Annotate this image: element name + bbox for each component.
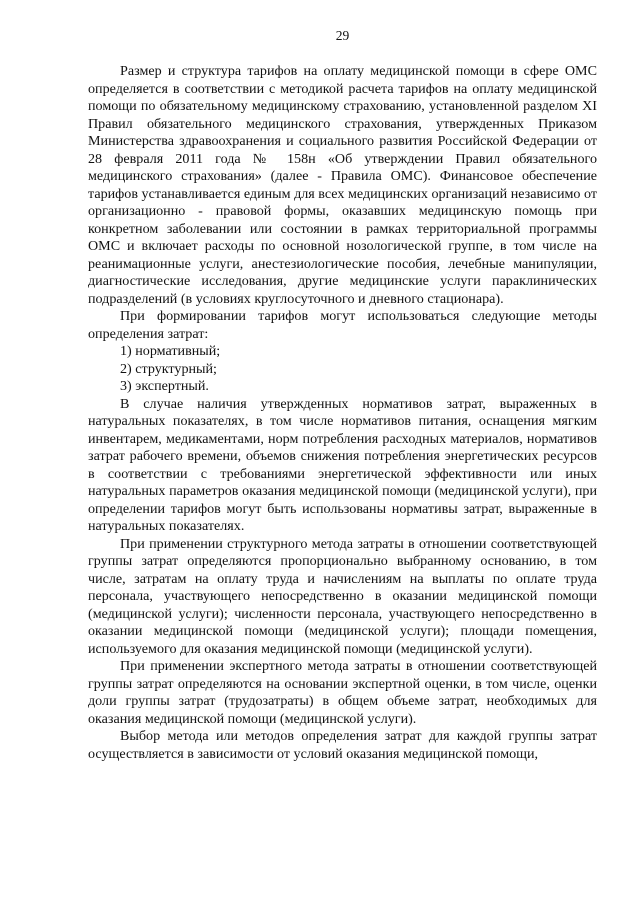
- paragraph-method-selection: Выбор метода или методов определения затрат для каждой группы затрат осуществляется в зависимости от условий оказания медицинской помощи,: [88, 728, 597, 762]
- paragraph-normative-method: В случае наличия утвержденных нормативов затрат, выраженных в натуральных показателях, в том числе нормативов питания, оснащения мягким инвентарем, медикаментами, норм потребления расходных материалов, нормативов затрат рабочего времени, объемов снижения потребления энергетических ресурсов в соответствии с требованиями энергетической эффективности или иных натуральных параметров оказания медицинской помощи (медицинской услуги), при определении тарифов могут быть использованы нормативы затрат, выраженные в натуральных показателях.: [88, 395, 597, 534]
- methods-list: [88, 343, 597, 396]
- list-item-normative: 1) нормативный;: [120, 343, 221, 359]
- list-item-expert: 3) экспертный.: [120, 378, 209, 394]
- paragraph-structural-method: При применении структурного метода затраты в отношении соответствующей группы затрат определяются пропорционально выбранному основанию, в том числе, затратам на оплату труда и начислениям на выплаты по оплате труда персонала, участвующего непосредственно в оказании медицинской помощи (медицинской услуги); численности персонала, участвующего непосредственно в оказании медицинской помощи (медицинской услуги); площади помещения, используемого для оказания медицинской помощи (медицинской услуги).: [88, 535, 597, 657]
- list-item-structural: 2) структурный;: [120, 360, 217, 377]
- page-number: 29: [335, 28, 350, 43]
- paragraph-tariff-structure: Размер и структура тарифов на оплату медицинской помощи в сфере ОМС определяется в соответствии с методикой расчета тарифов на оплату медицинской помощи по обязательному медицинскому страхованию, установленной разделом XI Правил обязательного медицинского страхования, утвержденных Приказом Министерства здравоохранения и социального развития Российской Федерации от 28 февраля 2011 года № 158н «Об утверждении Правил обязательного медицинского страхования» (далее - Правила ОМС). Финансовое обеспечение тарифов устанавливается единым для всех медицинских организаций независимо от организационно - правовой формы, оказавших медицинскую помощь при конкретном заболевании или состоянии в рамках территориальной программы ОМС и включает расходы по основной нозологической группе, в том числе на реанимационные услуги, анестезиологические пособия, лечебные манипуляции, диагностические исследования, другие медицинские услуги параклинических подразделений (в условиях круглосуточного и дневного стационара).: [88, 63, 597, 307]
- document-page: [88, 28, 597, 763]
- paragraph-methods-intro: При формировании тарифов могут использоваться следующие методы определения затрат:: [88, 308, 597, 342]
- paragraph-expert-method: При применении экспертного метода затраты в отношении соответствующей группы затрат определяются на основании экспертной оценки, в том числе, оценки доли группы затрат (трудозатраты) в общем объеме затрат, необходимых для оказания медицинской помощи (медицинской услуги).: [88, 658, 597, 727]
